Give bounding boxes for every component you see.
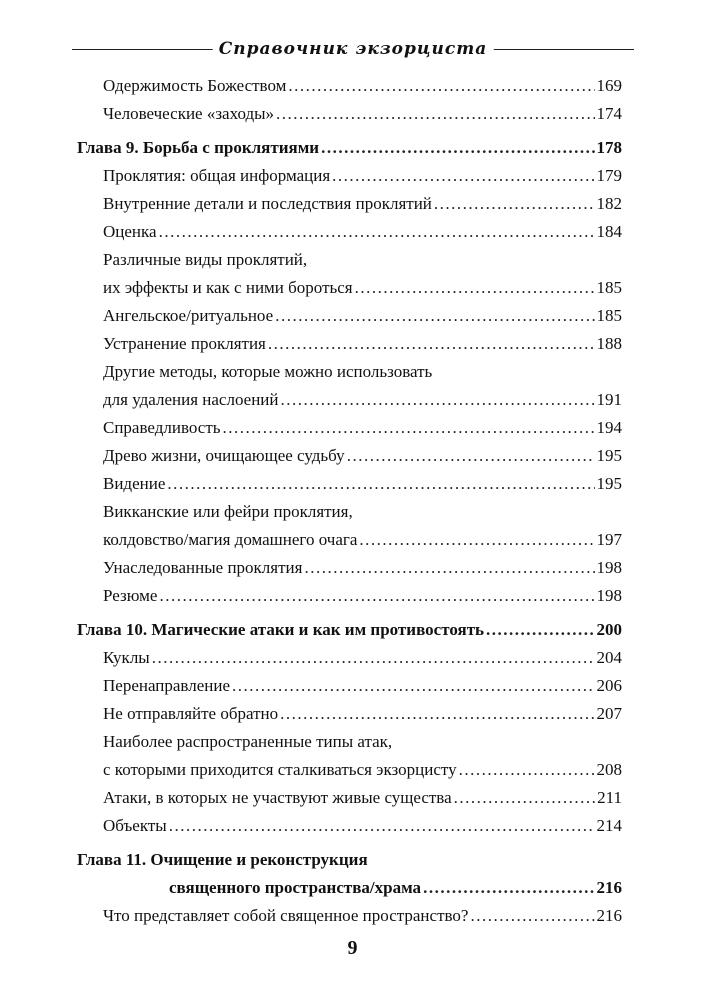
dot-leader xyxy=(288,72,594,100)
entry-title: Видение xyxy=(103,474,166,493)
toc-entry-row xyxy=(77,330,622,358)
toc-entry-row xyxy=(77,498,622,526)
entry-title: Устранение проклятия xyxy=(103,334,266,353)
page-ref: 185 xyxy=(596,278,622,297)
entry-title: Что представляет собой священное пространство? xyxy=(103,906,469,925)
page-ref: 188 xyxy=(596,334,622,353)
chapter-title: Глава 10. Магические атаки и как им противостоять xyxy=(77,620,485,639)
dot-leader xyxy=(268,330,595,358)
dot-leader xyxy=(332,162,594,190)
toc-entry-row xyxy=(77,246,622,274)
toc-entry-row xyxy=(77,756,622,784)
entry-title: Объекты xyxy=(103,816,167,835)
page-ref: 195 xyxy=(596,474,622,493)
page-ref: 185 xyxy=(596,306,622,325)
toc-entry-row xyxy=(77,358,622,386)
entry-title: Различные виды проклятий, xyxy=(103,250,308,269)
toc-entry-row xyxy=(77,812,622,840)
entry-title: Проклятия: общая информация xyxy=(103,166,331,185)
page-ref: 178 xyxy=(596,138,622,157)
dot-leader xyxy=(304,554,594,582)
page-ref: 195 xyxy=(596,446,622,465)
entry-title: Древо жизни, очищающее судьбу xyxy=(103,446,345,465)
chapter-title: священного пространства/храма xyxy=(169,878,422,897)
entry-title: колдовство/магия домашнего очага xyxy=(103,530,358,549)
entry-title: Одержимость Божеством xyxy=(103,76,287,95)
toc-entry-row xyxy=(77,728,622,756)
entry-title: Ангельское/ритуальное xyxy=(103,306,274,325)
toc-entry-row xyxy=(77,582,622,610)
toc-chapter-row xyxy=(77,134,622,162)
dot-leader xyxy=(159,582,594,610)
dot-leader xyxy=(470,902,594,930)
entry-title: Человеческие «заходы» xyxy=(103,104,275,123)
entry-title: Викканские или фейри проклятия, xyxy=(103,502,353,521)
dot-leader xyxy=(459,756,595,784)
entry-title: Другие методы, которые можно использовать xyxy=(103,362,433,381)
page-number: 9 xyxy=(347,937,358,959)
dot-leader xyxy=(347,442,595,470)
entry-title: Оценка xyxy=(103,222,157,241)
page-ref: 184 xyxy=(596,222,622,241)
toc-entry-row xyxy=(77,442,622,470)
dot-leader xyxy=(232,672,594,700)
entry-title: для удаления наслоений xyxy=(103,390,279,409)
dot-leader xyxy=(454,784,595,812)
page-ref: 216 xyxy=(596,906,622,925)
page-ref: 182 xyxy=(596,194,622,213)
toc-chapter-row xyxy=(77,874,622,902)
dot-leader xyxy=(223,414,595,442)
entry-title: Внутренние детали и последствия проклятий xyxy=(103,194,432,213)
page-ref: 207 xyxy=(596,704,622,723)
dot-leader xyxy=(276,100,594,128)
dot-leader xyxy=(280,700,594,728)
page-ref: 206 xyxy=(596,676,622,695)
toc-chapter-row xyxy=(77,616,622,644)
toc-entry-row xyxy=(77,72,622,100)
toc-entry-row xyxy=(77,700,622,728)
entry-title: Справедливость xyxy=(103,418,221,437)
page-ref: 211 xyxy=(597,788,622,807)
entry-title: Резюме xyxy=(103,586,158,605)
dot-leader xyxy=(152,644,595,672)
page-ref: 197 xyxy=(596,530,622,549)
page-ref: 208 xyxy=(596,760,622,779)
toc-chapter-row xyxy=(77,846,622,874)
page-ref: 214 xyxy=(596,816,622,835)
running-title: Справочник экзорциста xyxy=(213,34,494,64)
toc-entry-row xyxy=(77,902,622,930)
page-ref: 198 xyxy=(596,586,622,605)
dot-leader xyxy=(434,190,595,218)
dot-leader xyxy=(281,386,595,414)
page-ref: 179 xyxy=(596,166,622,185)
dot-leader xyxy=(423,874,594,902)
dot-leader xyxy=(169,812,595,840)
entry-title: с которыми приходится сталкиваться экзорцисту xyxy=(103,760,457,779)
entry-title: их эффекты и как с ними бороться xyxy=(103,278,353,297)
page-ref: 194 xyxy=(596,418,622,437)
page-ref: 200 xyxy=(596,620,622,639)
toc-entry-row xyxy=(77,526,622,554)
dot-leader xyxy=(321,134,594,162)
dot-leader xyxy=(275,302,594,330)
toc-entry-row xyxy=(77,784,622,812)
page-ref: 191 xyxy=(596,390,622,409)
chapter-title: Глава 11. Очищение и реконструкция xyxy=(77,850,368,869)
page-ref: 216 xyxy=(596,878,622,897)
dot-leader xyxy=(486,616,594,644)
entry-title: Перенаправление xyxy=(103,676,231,695)
entry-title: Наиболее распространенные типы атак, xyxy=(103,732,393,751)
toc-entry-row xyxy=(77,672,622,700)
toc-entry-row xyxy=(77,190,622,218)
table-of-contents xyxy=(77,72,622,930)
toc-entry-row xyxy=(77,100,622,128)
toc-entry-row xyxy=(77,414,622,442)
entry-title: Унаследованные проклятия xyxy=(103,558,303,577)
chapter-title: Глава 9. Борьба с проклятиями xyxy=(77,138,320,157)
toc-entry-row xyxy=(77,644,622,672)
running-header xyxy=(72,34,634,64)
toc-entry-row xyxy=(77,470,622,498)
toc-entry-row xyxy=(77,274,622,302)
toc-entry-row xyxy=(77,162,622,190)
entry-title: Атаки, в которых не участвуют живые существа xyxy=(103,788,452,807)
entry-title: Не отправляйте обратно xyxy=(103,704,279,723)
page-ref: 198 xyxy=(596,558,622,577)
toc-entry-row xyxy=(77,386,622,414)
dot-leader xyxy=(355,274,595,302)
toc-entry-row xyxy=(77,554,622,582)
dot-leader xyxy=(359,526,594,554)
toc-entry-row xyxy=(77,218,622,246)
dot-leader xyxy=(167,470,594,498)
dot-leader xyxy=(159,218,595,246)
page-ref: 204 xyxy=(596,648,622,667)
entry-title: Куклы xyxy=(103,648,150,667)
page-ref: 169 xyxy=(596,76,622,95)
page-ref: 174 xyxy=(596,104,622,123)
toc-entry-row xyxy=(77,302,622,330)
